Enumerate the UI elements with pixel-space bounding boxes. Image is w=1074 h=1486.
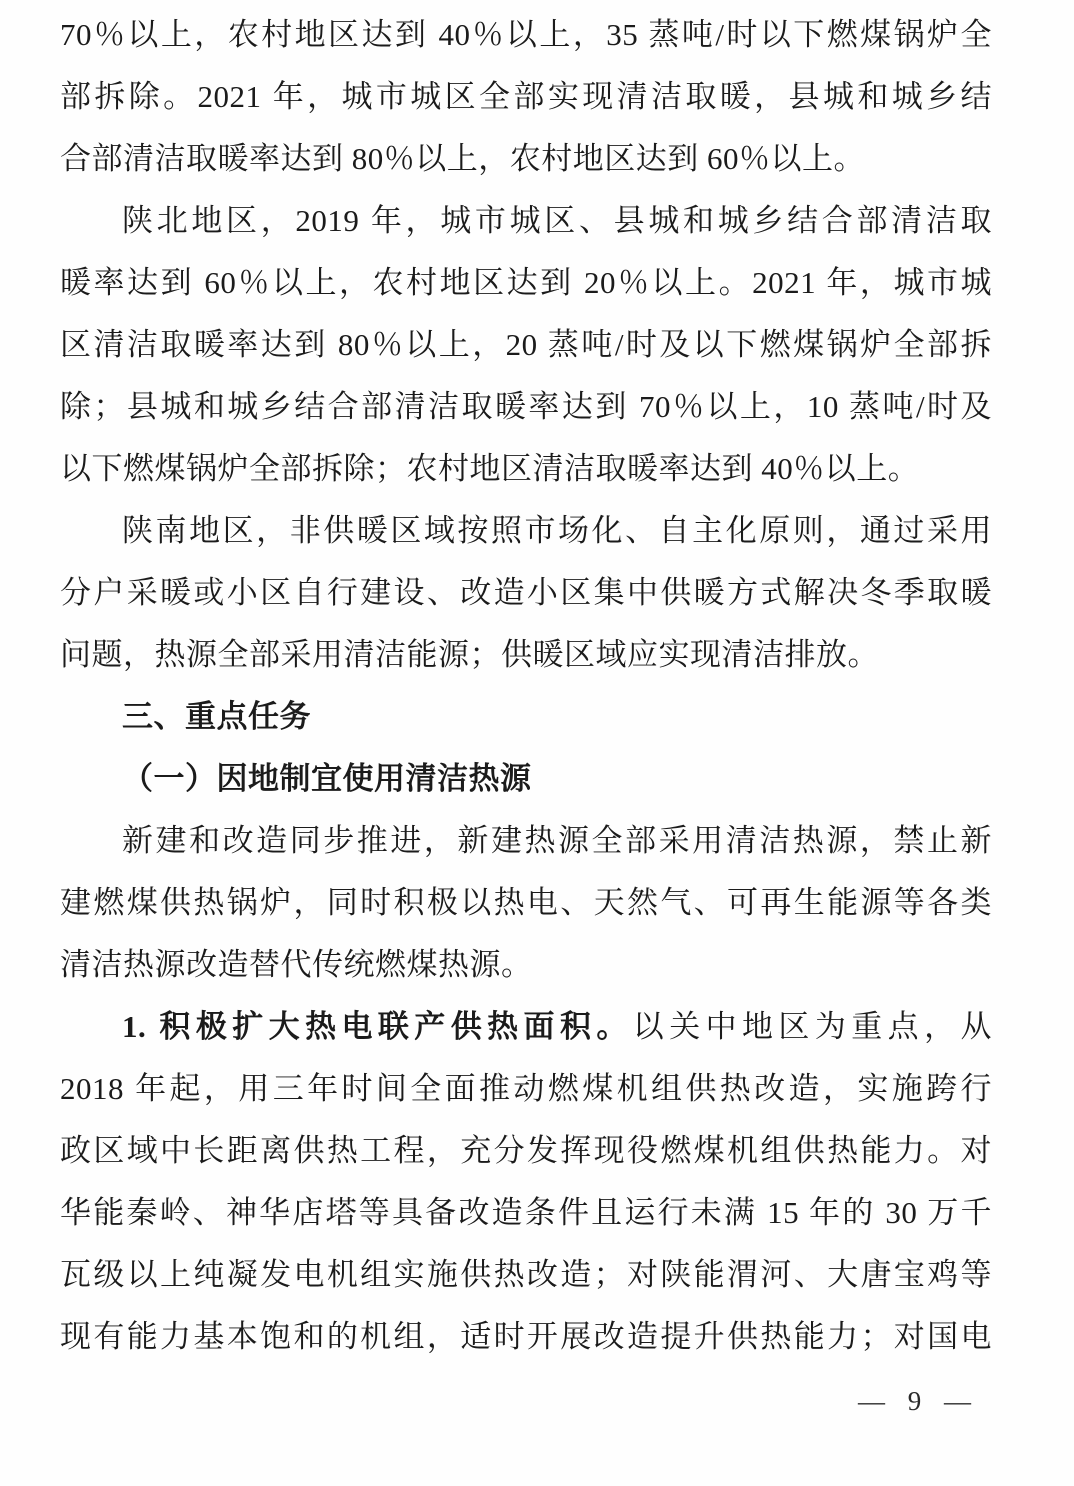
text-line [60, 1058, 992, 1120]
text-segment: 除；县城和城乡结合部清洁取暖率达到 70％以上，10 蒸吨/时及 [60, 389, 992, 424]
text-line [60, 314, 992, 376]
text-segment: 新建和改造同步推进，新建热源全部采用清洁热源，禁止新 [122, 823, 992, 858]
text-line [60, 748, 992, 810]
text-segment: 暖率达到 60％以上，农村地区达到 20％以上。2021 年，城市城 [60, 265, 992, 300]
text-line [60, 1120, 992, 1182]
text-segment: 70％以上，农村地区达到 40％以上，35 蒸吨/时以下燃煤锅炉全 [60, 17, 992, 52]
text-segment: 陕北地区，2019 年，城市城区、县城和城乡结合部清洁取 [122, 203, 992, 238]
text-line [60, 128, 992, 190]
text-line [60, 438, 992, 500]
text-line [60, 810, 992, 872]
text-segment: 建燃煤供热锅炉，同时积极以热电、天然气、可再生能源等各类 [60, 885, 992, 920]
text-segment: 瓦级以上纯凝发电机组实施供热改造；对陕能渭河、大唐宝鸡等 [60, 1257, 992, 1292]
text-segment: 政区域中长距离供热工程，充分发挥现役燃煤机组供热能力。对 [60, 1133, 992, 1168]
bold-text-segment: 1. 积极扩大热电联产供热面积。 [122, 1009, 633, 1044]
text-segment: 问题，热源全部采用清洁能源；供暖区域应实现清洁排放。 [60, 637, 879, 672]
text-line [60, 624, 992, 686]
text-line [60, 1306, 992, 1368]
page-number [858, 1386, 979, 1417]
text-line [60, 252, 992, 314]
text-line [60, 66, 992, 128]
text-line [60, 190, 992, 252]
text-segment: 区清洁取暖率达到 80％以上，20 蒸吨/时及以下燃煤锅炉全部拆 [60, 327, 992, 362]
document-body [60, 4, 992, 1368]
text-segment: 部拆除。2021 年，城市城区全部实现清洁取暖，县城和城乡结 [60, 79, 992, 114]
text-segment: 陕南地区，非供暖区域按照市场化、自主化原则，通过采用 [122, 513, 992, 548]
text-line [60, 686, 992, 748]
text-line [60, 1182, 992, 1244]
text-line [60, 934, 992, 996]
text-segment: 合部清洁取暖率达到 80％以上，农村地区达到 60％以上。 [60, 141, 865, 176]
text-segment: 分户采暖或小区自行建设、改造小区集中供暖方式解决冬季取暖 [60, 575, 992, 610]
bold-text-segment: （一）因地制宜使用清洁热源 [122, 761, 532, 796]
text-segment: 清洁热源改造替代传统燃煤热源。 [60, 947, 533, 982]
text-segment: 以下燃煤锅炉全部拆除；农村地区清洁取暖率达到 40％以上。 [60, 451, 920, 486]
text-segment: 2018 年起，用三年时间全面推动燃煤机组供热改造，实施跨行 [60, 1071, 992, 1106]
bold-text-segment: 三、重点任务 [122, 699, 311, 734]
text-line [60, 996, 992, 1058]
text-line [60, 500, 992, 562]
page-number-label: — 9 — [858, 1386, 979, 1416]
text-line [60, 376, 992, 438]
text-line [60, 872, 992, 934]
text-line [60, 4, 992, 66]
text-segment: 以关中地区为重点，从 [632, 1009, 992, 1044]
text-segment: 现有能力基本饱和的机组，适时开展改造提升供热能力；对国电 [60, 1319, 992, 1354]
text-segment: 华能秦岭、神华店塔等具备改造条件且运行未满 15 年的 30 万千 [60, 1195, 992, 1230]
text-line [60, 562, 992, 624]
text-line [60, 1244, 992, 1306]
